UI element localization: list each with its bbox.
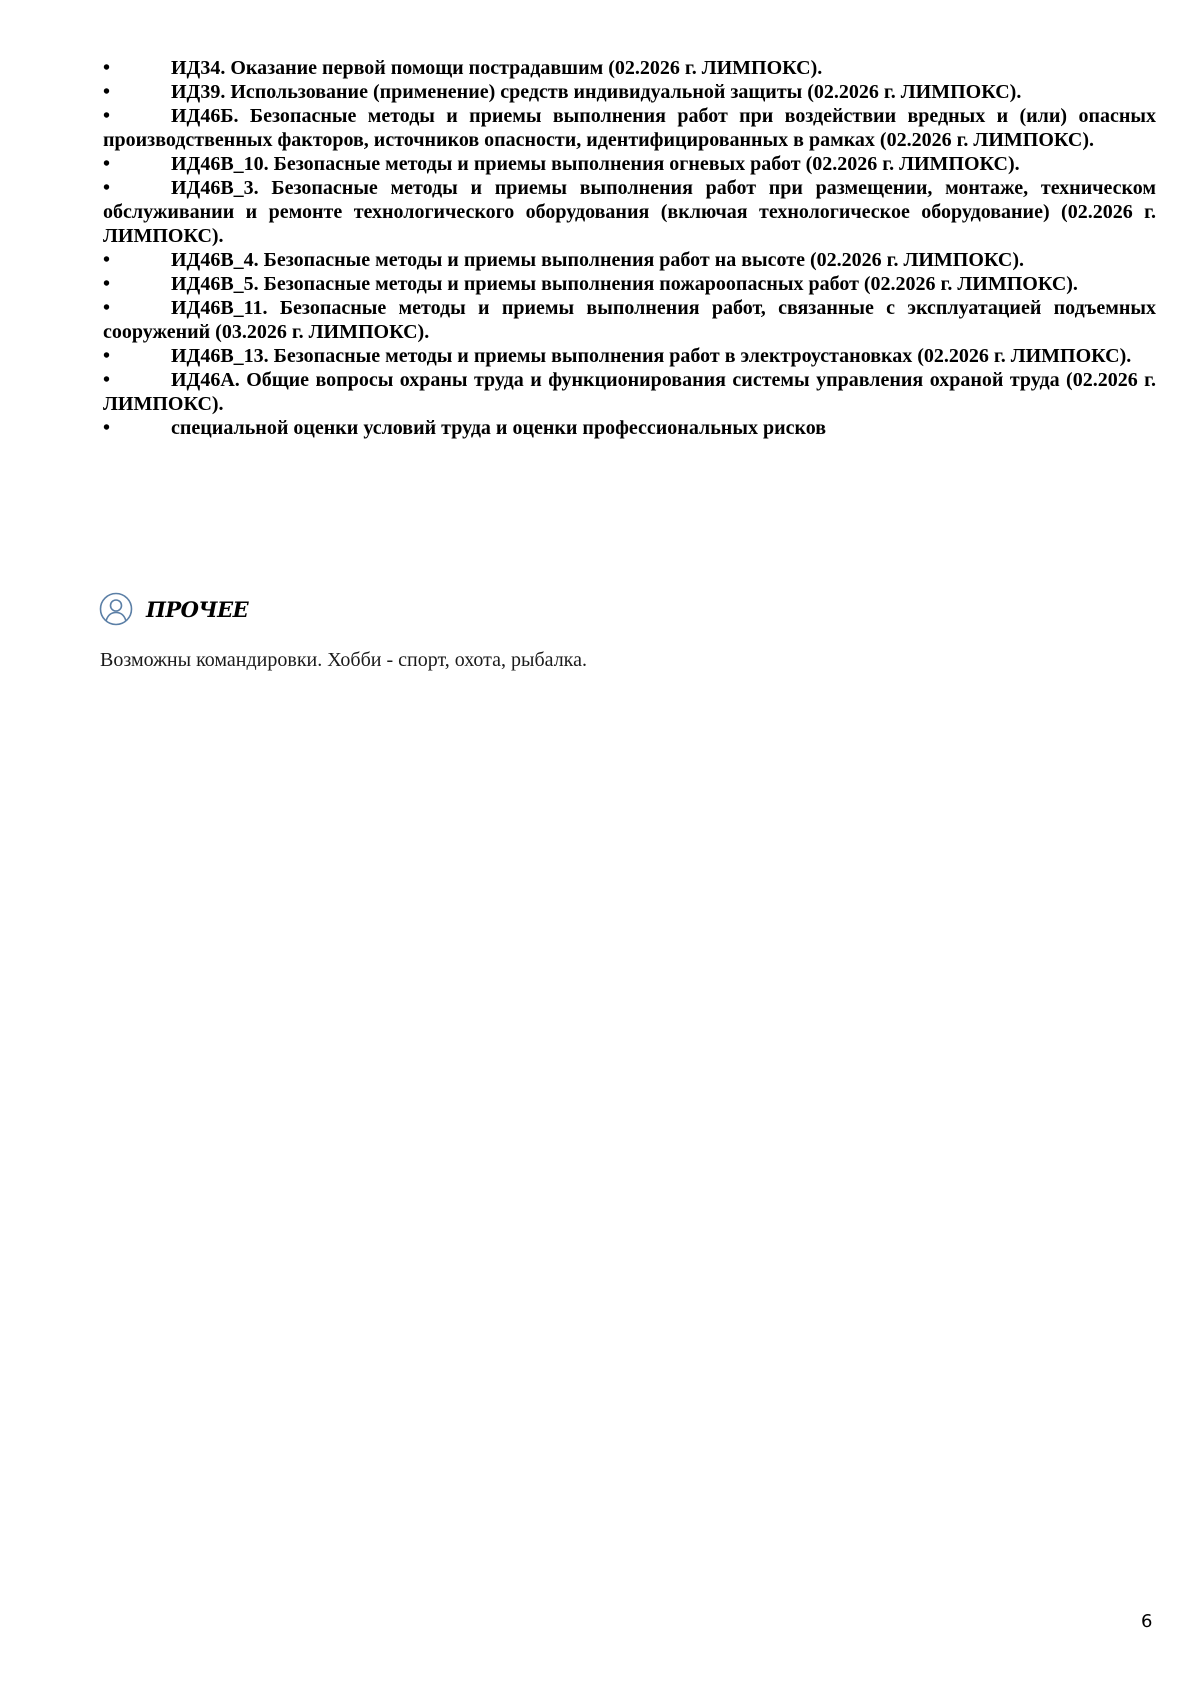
list-item [103, 368, 1156, 416]
list-item [103, 80, 1156, 104]
list-item-text: ИД46В_11. Безопасные методы и приемы выполнения работ, связанные с эксплуатацией подъемных сооружений (03.2026 г. ЛИМПОКС). [103, 297, 1156, 343]
list-item [103, 344, 1156, 368]
section-header-other [99, 591, 248, 627]
list-item [103, 104, 1156, 152]
bullet-icon: • [103, 57, 111, 79]
bullet-icon: • [103, 177, 111, 199]
list-item-text: специальной оценки условий труда и оценки профессиональных рисков [171, 417, 827, 439]
list-item-text: ИД39. Использование (применение) средств индивидуальной защиты (02.2026 г. ЛИМПОКС). [171, 81, 1022, 103]
section-body-text: Возможны командировки. Хобби - спорт, охота, рыбалка. [100, 649, 587, 671]
list-item [103, 56, 1156, 80]
bullet-icon: • [103, 297, 111, 319]
list-item-text: ИД46Б. Безопасные методы и приемы выполнения работ при воздействии вредных и (или) опасных производственных факторов, источников опасности, идентифицированных в рамках (02.2026 г. ЛИМПОКС). [103, 105, 1156, 151]
list-item-text: ИД46В_3. Безопасные методы и приемы выполнения работ при размещении, монтаже, техническом обслуживании и ремонте технологического оборудования (включая технологическое оборудование) (02.2026 г. ЛИМПОКС). [103, 177, 1156, 247]
bullet-icon: • [103, 369, 111, 391]
list-item-text: ИД46В_5. Безопасные методы и приемы выполнения пожароопасных работ (02.2026 г. ЛИМПОКС). [171, 273, 1078, 295]
page-number: 6 [1141, 1611, 1153, 1632]
list-item [103, 272, 1156, 296]
bullet-icon: • [103, 417, 111, 439]
bullet-icon: • [103, 105, 111, 127]
list-item-text: ИД46В_10. Безопасные методы и приемы выполнения огневых работ (02.2026 г. ЛИМПОКС). [171, 153, 1020, 175]
bullet-icon: • [103, 345, 111, 367]
user-circle-icon [99, 592, 133, 626]
bullet-icon: • [103, 249, 111, 271]
list-item [103, 296, 1156, 344]
bullet-icon: • [103, 81, 111, 103]
list-item-text: ИД46В_13. Безопасные методы и приемы выполнения работ в электроустановках (02.2026 г. ЛИМПОКС). [171, 345, 1132, 367]
training-bullet-list [103, 56, 1156, 440]
section-title: ПРОЧЕЕ [146, 596, 249, 622]
list-item [103, 248, 1156, 272]
list-item [103, 152, 1156, 176]
list-item [103, 416, 1156, 440]
list-item-text: ИД46В_4. Безопасные методы и приемы выполнения работ на высоте (02.2026 г. ЛИМПОКС). [171, 249, 1024, 271]
bullet-icon: • [103, 153, 111, 175]
list-item [103, 176, 1156, 248]
bullet-icon: • [103, 273, 111, 295]
list-item-text: ИД46А. Общие вопросы охраны труда и функционирования системы управления охраной труда (02.2026 г. ЛИМПОКС). [103, 369, 1156, 415]
list-item-text: ИД34. Оказание первой помощи пострадавшим (02.2026 г. ЛИМПОКС). [171, 57, 823, 79]
